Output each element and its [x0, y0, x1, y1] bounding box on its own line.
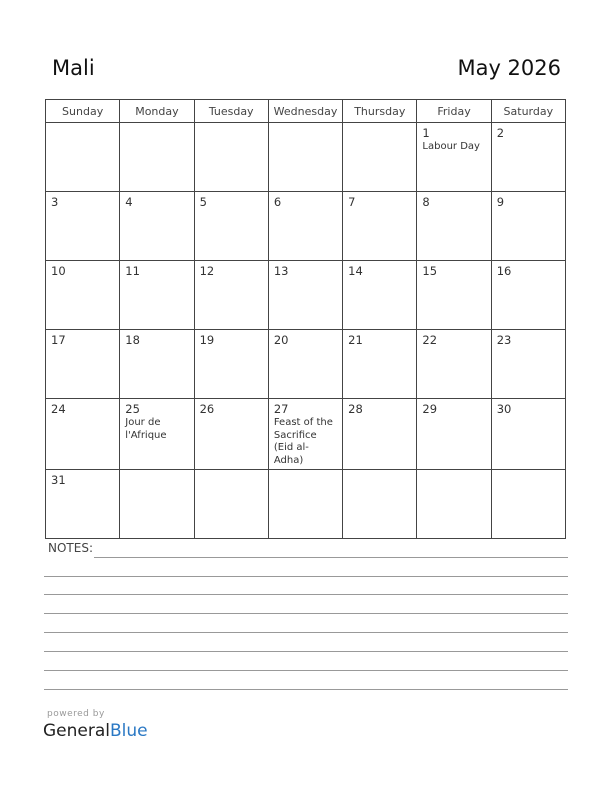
day-cell[interactable]: [46, 123, 120, 192]
note-line: [44, 613, 568, 614]
day-number: 30: [496, 402, 512, 416]
day-cell[interactable]: [46, 330, 120, 399]
weekday-wednesday: Wednesday: [268, 100, 342, 123]
note-line: [44, 651, 568, 652]
weekday-sunday: Sunday: [46, 100, 120, 123]
day-cell[interactable]: [46, 261, 120, 330]
note-line: [44, 576, 568, 577]
day-number: 4: [125, 195, 133, 209]
note-line: [44, 632, 568, 633]
day-cell[interactable]: [417, 192, 491, 261]
day-cell[interactable]: [46, 192, 120, 261]
day-cell[interactable]: [343, 192, 417, 261]
day-cell[interactable]: [120, 123, 194, 192]
day-number: 28: [348, 402, 363, 416]
day-cell[interactable]: [268, 330, 342, 399]
day-number: 26: [199, 402, 215, 416]
day-cell[interactable]: [491, 470, 565, 539]
brand-general: General: [43, 721, 110, 741]
calendar-grid: [45, 99, 566, 539]
weekday-monday: Monday: [120, 100, 194, 123]
day-cell[interactable]: [268, 261, 342, 330]
day-cell[interactable]: [417, 330, 491, 399]
day-cell[interactable]: [417, 261, 491, 330]
brand-logo[interactable]: [43, 721, 148, 741]
weekday-thursday: Thursday: [343, 100, 417, 123]
day-cell[interactable]: [194, 192, 268, 261]
day-cell[interactable]: [120, 261, 194, 330]
day-number: 1: [422, 126, 430, 140]
day-cell[interactable]: [491, 261, 565, 330]
day-cell[interactable]: [343, 330, 417, 399]
weekday-tuesday: Tuesday: [194, 100, 268, 123]
day-cell[interactable]: [343, 399, 417, 470]
day-cell[interactable]: [120, 192, 194, 261]
day-number: 9: [496, 195, 505, 209]
notes-label: NOTES:: [48, 541, 93, 555]
week-row: [46, 470, 566, 539]
day-cell[interactable]: [268, 470, 342, 539]
note-line: [44, 689, 568, 690]
holiday-event: Labour Day: [422, 141, 480, 152]
day-cell[interactable]: [491, 123, 565, 192]
country-title: Mali: [52, 56, 95, 80]
day-cell[interactable]: [194, 470, 268, 539]
holiday-event: Feast of the Sacrifice (Eid al-Adha): [273, 417, 333, 466]
day-number: 5: [199, 195, 207, 209]
weekday-saturday: Saturday: [491, 100, 565, 123]
month-year-title: May 2026: [457, 56, 561, 80]
day-cell[interactable]: [491, 330, 565, 399]
day-number: 13: [273, 264, 289, 278]
day-cell[interactable]: [120, 330, 194, 399]
day-number: 25: [125, 402, 140, 416]
day-cell[interactable]: [343, 470, 417, 539]
day-number: 19: [199, 333, 215, 347]
day-cell[interactable]: [194, 330, 268, 399]
day-number: 11: [125, 264, 140, 278]
day-cell[interactable]: [194, 261, 268, 330]
week-row: [46, 192, 566, 261]
week-row: [46, 330, 566, 399]
day-cell[interactable]: [268, 192, 342, 261]
day-number: 20: [273, 333, 289, 347]
note-line: [44, 594, 568, 595]
day-cell[interactable]: [120, 470, 194, 539]
day-number: 18: [125, 333, 140, 347]
day-cell[interactable]: [194, 123, 268, 192]
note-line: [44, 670, 568, 671]
holiday-event: Jour de l'Afrique: [125, 417, 167, 441]
day-number: 29: [422, 402, 438, 416]
note-line: [94, 557, 568, 558]
day-cell[interactable]: [120, 399, 194, 470]
day-cell[interactable]: [417, 123, 491, 192]
day-cell[interactable]: [417, 470, 491, 539]
day-number: 21: [348, 333, 363, 347]
day-cell[interactable]: [343, 261, 417, 330]
brand-blue: Blue: [110, 721, 148, 741]
day-cell[interactable]: [46, 470, 120, 539]
powered-by-text: powered by: [47, 709, 105, 719]
day-cell[interactable]: [491, 399, 565, 470]
day-number: 2: [496, 126, 505, 140]
day-cell[interactable]: [194, 399, 268, 470]
day-number: 8: [422, 195, 430, 209]
day-number: 12: [199, 264, 215, 278]
day-cell[interactable]: [491, 192, 565, 261]
day-number: 17: [51, 333, 66, 347]
day-number: 14: [348, 264, 363, 278]
day-number: 22: [422, 333, 438, 347]
day-number: 16: [496, 264, 512, 278]
weekday-header-row: [46, 100, 566, 123]
day-cell[interactable]: [268, 399, 342, 470]
day-number: 6: [273, 195, 282, 209]
week-row: [46, 123, 566, 192]
week-row: [46, 399, 566, 470]
day-cell[interactable]: [268, 123, 342, 192]
day-number: 23: [496, 333, 512, 347]
day-cell[interactable]: [417, 399, 491, 470]
day-cell[interactable]: [343, 123, 417, 192]
day-number: 10: [51, 264, 66, 278]
day-number: 31: [51, 473, 66, 487]
weekday-friday: Friday: [417, 100, 491, 123]
day-number: 15: [422, 264, 438, 278]
day-number: 24: [51, 402, 66, 416]
day-number: 7: [348, 195, 356, 209]
week-row: [46, 261, 566, 330]
day-number: 3: [51, 195, 59, 209]
day-cell[interactable]: [46, 399, 120, 470]
day-number: 27: [273, 402, 289, 416]
